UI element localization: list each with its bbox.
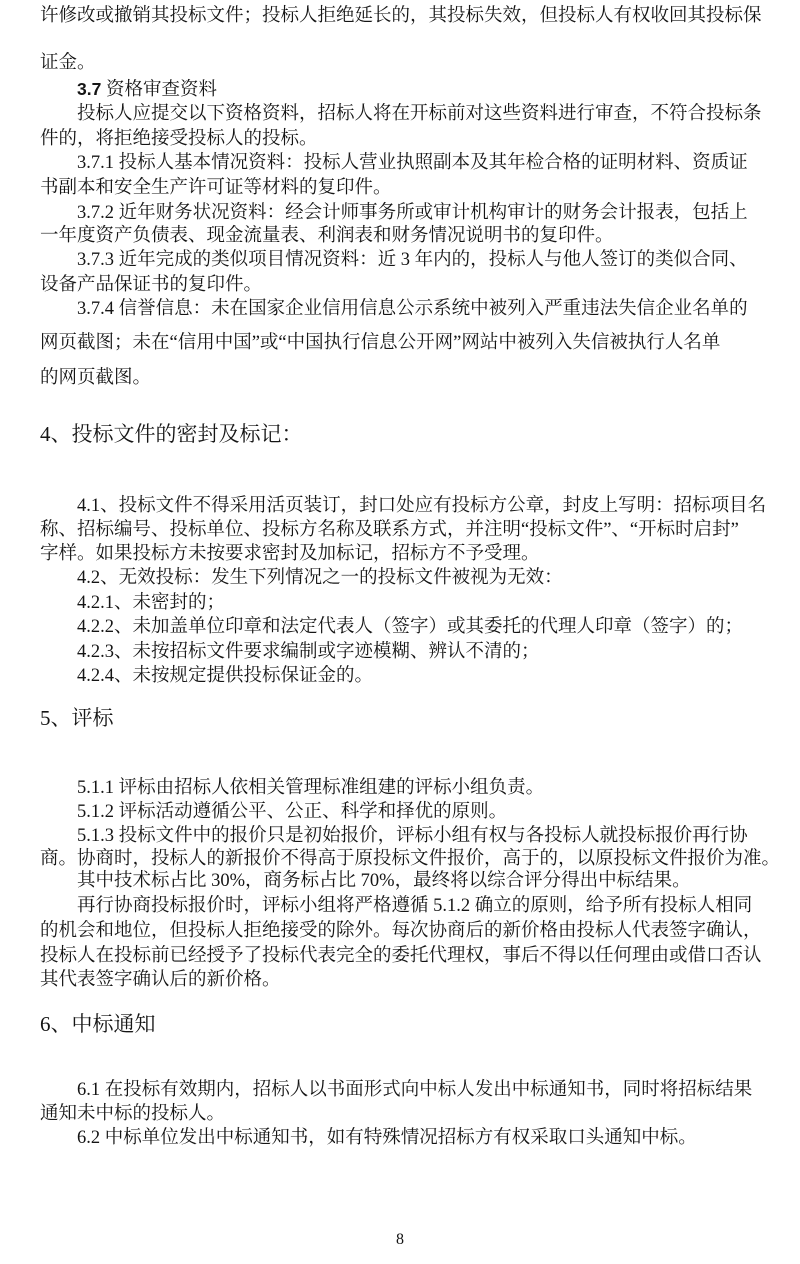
text-line: 许修改或撤销其投标文件；投标人拒绝延长的，其投标失效，但投标人有权收回其投标保: [40, 6, 762, 26]
text-line: 商。协商时，投标人的新报价不得高于原投标文件报价，高于的，以原投标文件报价为准。: [40, 849, 781, 869]
text-line: 4.1、投标文件不得采用活页装订，封口处应有投标方公章，封皮上写明：招标项目名: [77, 496, 767, 516]
subsection-title: 资格审查资料: [101, 80, 217, 100]
page-number: 8: [396, 1231, 404, 1248]
text-line: 投标人在投标前已经授予了投标代表完全的委托代理权，事后不得以任何理由或借口否认: [40, 946, 762, 966]
text-line: 5.1.2 评标活动遵循公平、公正、科学和择优的原则。: [77, 802, 508, 822]
text-line: 4.2.1、未密封的；: [77, 593, 226, 613]
text-line: 字样。如果投标方未按要求密封及加标记，招标方不予受理。: [40, 544, 540, 564]
text-line: 5.1.1 评标由招标人依相关管理标准组建的评标小组负责。: [77, 778, 545, 798]
text-line: 3.7.1 投标人基本情况资料：投标人营业执照副本及其年检合格的证明材料、资质证: [77, 153, 748, 173]
text-line: 3.7.2 近年财务状况资料：经会计师事务所或审计机构审计的财务会计报表，包括上: [77, 203, 748, 223]
section-heading-6: 6、中标通知: [40, 1012, 156, 1036]
text-line: 通知未中标的投标人。: [40, 1104, 226, 1124]
text-line: 证金。: [40, 53, 96, 73]
text-line: 件的，将拒绝接受投标人的投标。: [40, 129, 318, 149]
text-line: 称、招标编号、投标单位、投标方名称及联系方式，并注明“投标文件”、“开标时启封”: [40, 520, 739, 540]
text-line: 一年度资产负债表、现金流量表、利润表和财务情况说明书的复印件。: [40, 226, 614, 246]
text-line: 其代表签字确认后的新价格。: [40, 970, 281, 990]
text-line: 设备产品保证书的复印件。: [40, 275, 263, 295]
section-heading-4: 4、投标文件的密封及标记：: [40, 422, 303, 446]
text-line: 投标人应提交以下资格资料，招标人将在开标前对这些资料进行审查，不符合投标条: [77, 104, 762, 124]
text-line: 的网页截图。: [40, 368, 152, 388]
text-line: 4.2.4、未按规定提供投标保证金的。: [77, 666, 374, 686]
text-line: 3.7.4 信誉信息：未在国家企业信用信息公示系统中被列入严重违法失信企业名单的: [77, 299, 748, 319]
text-line: 其中技术标占比 30%，商务标占比 70%，最终将以综合评分得出中标结果。: [77, 871, 691, 891]
text-line: 6.2 中标单位发出中标通知书，如有特殊情况招标方有权采取口头通知中标。: [77, 1128, 697, 1148]
section-heading-5: 5、评标: [40, 706, 114, 730]
text-line: 4.2、无效投标：发生下列情况之一的投标文件被视为无效：: [77, 568, 563, 588]
subsection-number: 3.7: [77, 79, 102, 99]
text-line: 的机会和地位，但投标人拒绝接受的除外。每次协商后的新价格由投标人代表签字确认，: [40, 921, 762, 941]
text-line: 4.2.3、未按招标文件要求编制或字迹模糊、辨认不清的；: [77, 642, 540, 662]
text-line: 网页截图；未在“信用中国”或“中国执行信息公开网”网站中被列入失信被执行人名单: [40, 333, 721, 353]
text-line: 4.2.2、未加盖单位印章和法定代表人（签字）或其委托的代理人印章（签字）的；: [77, 617, 744, 637]
text-line: 书副本和安全生产许可证等材料的复印件。: [40, 178, 392, 198]
subsection-heading-3-7: [40, 79, 800, 102]
text-line: 3.7.3 近年完成的类似项目情况资料：近 3 年内的，投标人与他人签订的类似合同、: [77, 250, 748, 270]
text-line: 6.1 在投标有效期内，招标人以书面形式向中标人发出中标通知书，同时将招标结果: [77, 1080, 753, 1100]
text-line: 再行协商投标报价时，评标小组将严格遵循 5.1.2 确立的原则，给予所有投标人相同: [77, 896, 753, 916]
text-line: 5.1.3 投标文件中的报价只是初始报价，评标小组有权与各投标人就投标报价再行协: [77, 826, 748, 846]
